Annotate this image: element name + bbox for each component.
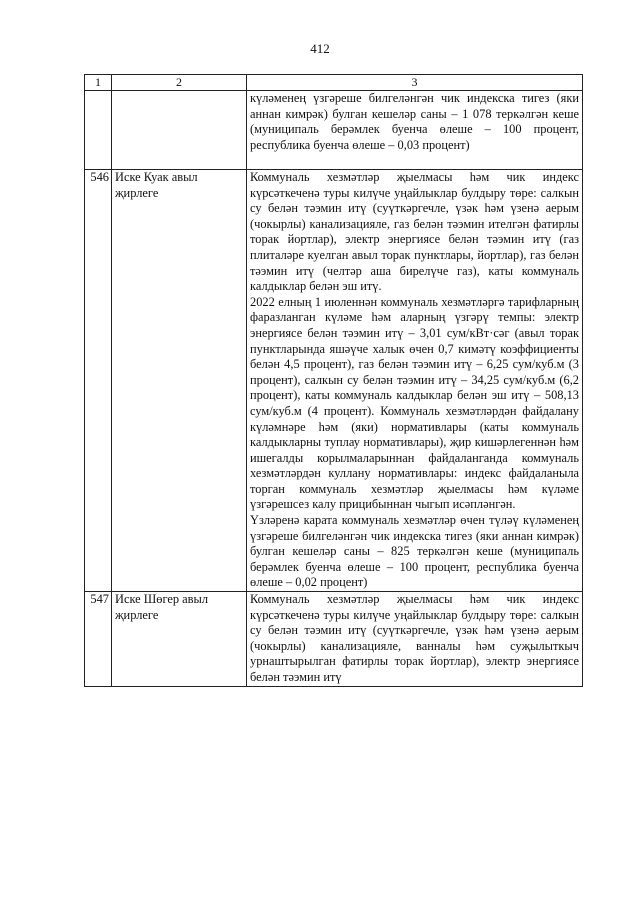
- header-col-2: 2: [112, 75, 247, 91]
- table-row: [85, 91, 583, 170]
- regulation-table: [84, 74, 583, 687]
- row-number: 546: [85, 170, 112, 592]
- page-number: 412: [310, 41, 330, 56]
- description-paragraph: күләменең үзгәреше билгеләнгән чик индекска тигез (яки аннан кимрәк) булган кешеләр саны – 1 078 теркәлгән кеше (муниципаль берәмлек буенча өлеше – 100 процент, республика буенча өлеше – 0,03 процент): [250, 91, 579, 152]
- description-paragraph: Үзләренә карата коммуналь хезмәтләр өчен түләү күләменең үзгәреше билгеләнгән чик индекска тигез (яки аннан кимрәк) булган кешеләр саны – 825 теркәлгән кеше (муниципаль берәмлек буенча өлеше – 100 процент, республика буенча өлеше – 0,02 процент): [250, 513, 579, 590]
- row-number: 547: [85, 592, 112, 687]
- description-paragraph: Коммуналь хезмәтләр җыелмасы һәм чик индекс күрсәткеченә туры килүче уңайлыклар булдыру төре: салкын су белән тәэмин итү (суүткәргечле, үзәк һәм үзенә аерым (чокырлы) канализацияле, газ белән тәэмин ителгән фатирлы торак йортлар), электр энергиясе белән тәэмин итү (газ плиталәре куелган авыл торак пунктлары, йортлар), газ белән тәэмин итү (челтәр аша бирелүче газ), каты коммуналь калдыклар белән эш итү.: [250, 170, 579, 294]
- settlement-name: Иске Шөгер авыл җирлеге: [112, 592, 247, 687]
- row-description: [247, 91, 583, 170]
- settlement-name: Иске Куак авыл җирлеге: [112, 170, 247, 592]
- table-header-row: [85, 75, 583, 91]
- table-row: [85, 170, 583, 592]
- header-col-3: 3: [247, 75, 583, 91]
- settlement-name: [112, 91, 247, 170]
- description-paragraph: Коммуналь хезмәтләр җыелмасы һәм чик индекс күрсәткеченә туры килүче уңайлыклар булдыру төре: салкын су белән тәэмин итү (суүткәргечле, үзәк һәм үзенә аерым (чокырлы) канализацияле, ванналы һәм суҗылыткыч урнаштырылган фатирлы торак йортлар), электр энергиясе белән тәэмин итү: [250, 592, 579, 684]
- row-description: [247, 592, 583, 687]
- row-number: [85, 91, 112, 170]
- description-paragraph: 2022 елның 1 июленнән коммуналь хезмәтләргә тарифларның фаразланган күләме һәм аларның үзгәрү темпы: электр энергиясе белән тәэмин итү – 3,01 сум/кВт·сәг (авыл торак пунктларында яшәүче халык өчен 0,7 кимәтү коэффициенты белән 4,5 процент), газ белән тәэмин итү – 6,25 сум/куб.м (3 процент), салкын су белән тәэмин итү – 34,25 сум/куб.м (6,2 процент), каты коммуналь калдыклар белән эш итү – 508,13 сум/куб.м (4 процент). Коммуналь хезмәтләрдән файдалану күләмнәре һәм (яки) нормативлары (каты коммуналь калдыкларны туплау нормативлары), җир кишәрлегеннән һәм ишегалды корылмаларыннан файдаланганда коммуналь хезмәтләрдән куллану нормативлары: индекс файдаланыла торган коммуналь хезмәтләр җыелмасы һәм күләме үзгәрешсез калу прицибыннан чыгып исәпләнгән.: [250, 294, 579, 512]
- table-row: [85, 592, 583, 687]
- row-description: [247, 170, 583, 592]
- header-col-1: 1: [85, 75, 112, 91]
